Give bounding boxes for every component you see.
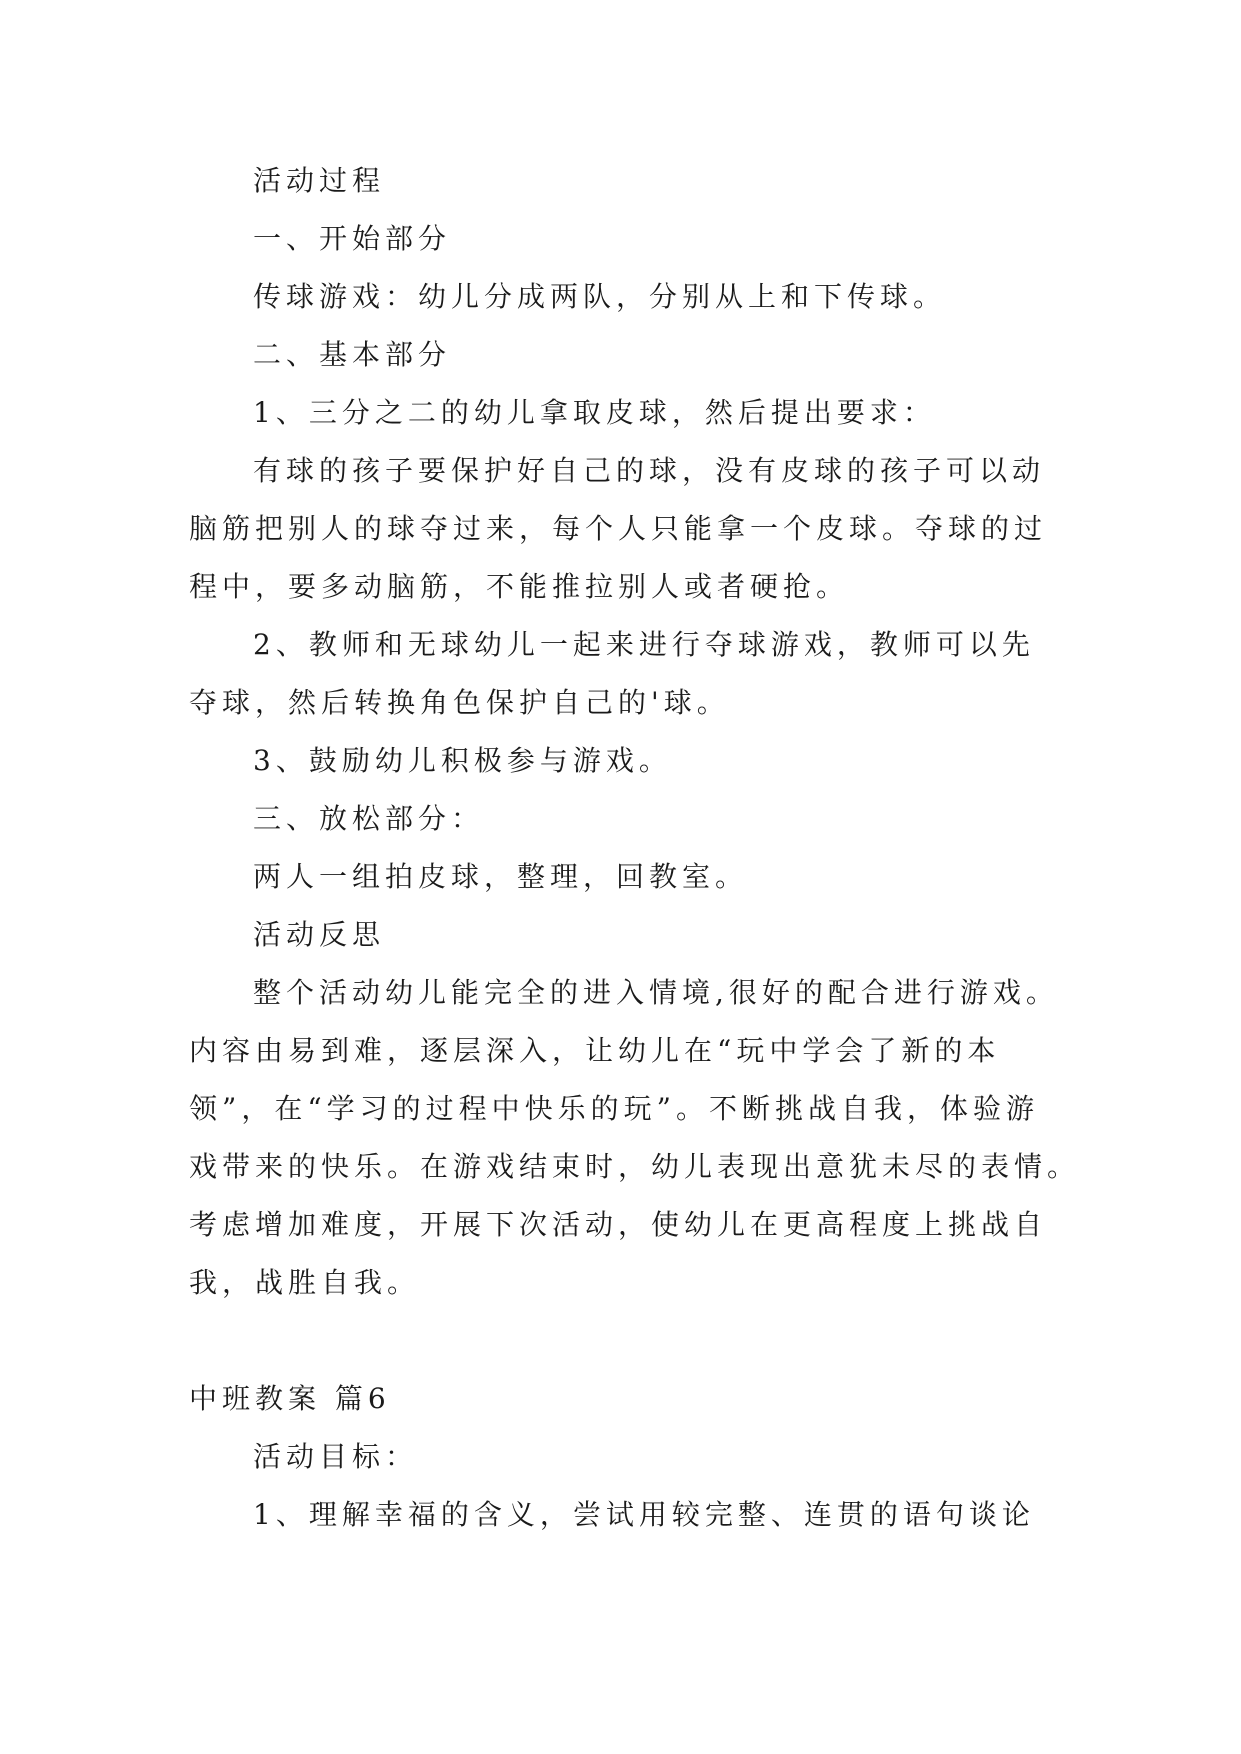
paragraph-line: 戏带来的快乐。在游戏结束时，幼儿表现出意犹未尽的表情。 xyxy=(189,1150,1081,1183)
paragraph-line: 整个活动幼儿能完全的进入情境,很好的配合进行游戏。 xyxy=(253,976,1059,1009)
paragraph-line: 我，战胜自我。 xyxy=(189,1266,421,1299)
paragraph-line: 内容由易到难，逐层深入，让幼儿在“玩中学会了新的本 xyxy=(189,1034,1001,1067)
heading-reflection: 活动反思 xyxy=(253,918,386,951)
heading-relax-part: 三、放松部分： xyxy=(253,802,485,835)
paragraph-line: 2、教师和无球幼儿一起来进行夺球游戏，教师可以先 xyxy=(253,628,1035,661)
text-relax-activity: 两人一组拍皮球，整理，回教室。 xyxy=(253,860,749,893)
text-goal-1: 1、理解幸福的含义，尝试用较完整、连贯的语句谈论 xyxy=(253,1498,1035,1531)
paragraph-reflection xyxy=(189,964,1081,1312)
paragraph-line: 脑筋把别人的球夺过来，每个人只能拿一个皮球。夺球的过 xyxy=(189,512,1048,545)
heading-activity-process: 活动过程 xyxy=(253,164,386,197)
heading-start-part: 一、开始部分 xyxy=(253,222,452,255)
paragraph-step-2 xyxy=(189,616,1051,732)
text-step-1: 1、三分之二的幼儿拿取皮球，然后提出要求： xyxy=(253,396,936,429)
text-ball-passing-game: 传球游戏：幼儿分成两队，分别从上和下传球。 xyxy=(253,280,947,313)
heading-activity-goals: 活动目标： xyxy=(253,1440,419,1473)
document-body xyxy=(189,152,1081,1544)
text-step-3: 3、鼓励幼儿积极参与游戏。 xyxy=(253,744,672,777)
paragraph-line: 程中，要多动脑筋，不能推拉别人或者硬抢。 xyxy=(189,570,850,603)
section-spacer xyxy=(189,1312,1051,1370)
paragraph-rules xyxy=(189,442,1051,616)
section-title: 中班教案 篇6 xyxy=(189,1382,391,1415)
paragraph-line: 夺球，然后转换角色保护自己的'球。 xyxy=(189,686,730,719)
paragraph-line: 考虑增加难度，开展下次活动，使幼儿在更高程度上挑战自 xyxy=(189,1208,1048,1241)
heading-basic-part: 二、基本部分 xyxy=(253,338,452,371)
paragraph-line: 有球的孩子要保护好自己的球，没有皮球的孩子可以动 xyxy=(253,454,1046,487)
paragraph-line: 领”，在“学习的过程中快乐的玩”。不断挑战自我，体验游 xyxy=(189,1092,1039,1125)
